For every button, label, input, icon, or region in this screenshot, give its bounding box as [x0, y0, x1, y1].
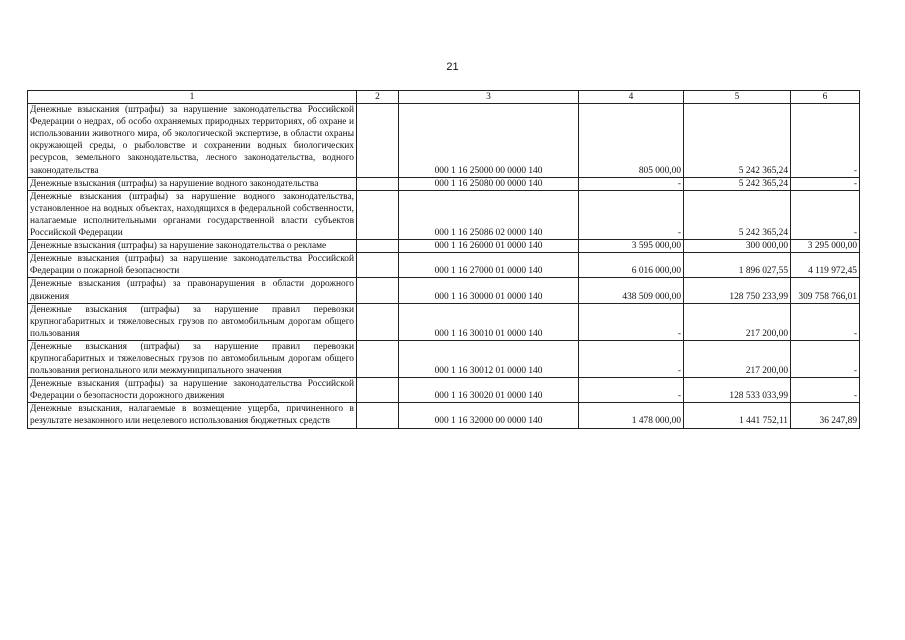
- column-header: 4: [579, 91, 684, 104]
- row-description: Денежные взыскания (штрафы) за нарушение правил перевозки крупногабаритных и тяжеловесных грузов по автомобильным дорогам общего пользования регионального или межмуниципального значения: [28, 340, 357, 377]
- column-number-row: [28, 91, 860, 104]
- row-col5: 217 200,00: [684, 303, 791, 340]
- row-col4: 1 478 000,00: [579, 403, 684, 428]
- row-description: Денежные взыскания, налагаемые в возмещение ущерба, причиненного в результате незаконного или нецелевого использования бюджетных средств: [28, 403, 357, 428]
- row-col4: 805 000,00: [579, 104, 684, 178]
- row-col4: -: [579, 378, 684, 403]
- row-budget-code: 000 1 16 27000 01 0000 140: [399, 253, 579, 278]
- row-col2: [357, 253, 399, 278]
- row-col5: 300 000,00: [684, 240, 791, 253]
- row-description: Денежные взыскания (штрафы) за нарушение водного законодательства, установленное на водных объектах, находящихся в федеральной собственности, налагаемые исполнительными органами государственной власти субъектов Российской Федерации: [28, 190, 357, 239]
- revenue-table: [27, 90, 860, 429]
- column-header: 5: [684, 91, 791, 104]
- table-row: [28, 403, 860, 428]
- column-header: 2: [357, 91, 399, 104]
- row-description: Денежные взыскания (штрафы) за нарушение законодательства Российской Федерации о пожарной безопасности: [28, 253, 357, 278]
- row-budget-code: 000 1 16 25086 02 0000 140: [399, 190, 579, 239]
- row-col2: [357, 403, 399, 428]
- row-budget-code: 000 1 16 30012 01 0000 140: [399, 340, 579, 377]
- row-col2: [357, 240, 399, 253]
- row-budget-code: 000 1 16 25000 00 0000 140: [399, 104, 579, 178]
- row-col5: 5 242 365,24: [684, 190, 791, 239]
- row-col5: 1 896 027,55: [684, 253, 791, 278]
- row-col2: [357, 340, 399, 377]
- row-col4: -: [579, 340, 684, 377]
- table-row: [28, 177, 860, 190]
- row-col6: -: [791, 190, 860, 239]
- row-description: Денежные взыскания (штрафы) за нарушение законодательства Российской Федерации о недрах, об особо охраняемых природных территориях, об охране и использовании животного мира, об экологической экспертизе, в области охраны окружающей среды, о рыболовстве и сохранении водных биологических ресурсов, земельного законодательства, лесного законодательства, водного законодательства: [28, 104, 357, 178]
- row-col6: -: [791, 177, 860, 190]
- row-description: Денежные взыскания (штрафы) за нарушение законодательства о рекламе: [28, 240, 357, 253]
- row-col2: [357, 378, 399, 403]
- row-description: Денежные взыскания (штрафы) за нарушение водного законодательства: [28, 177, 357, 190]
- row-col4: -: [579, 303, 684, 340]
- table-row: [28, 340, 860, 377]
- row-col2: [357, 104, 399, 178]
- row-col5: 1 441 752,11: [684, 403, 791, 428]
- row-col2: [357, 278, 399, 303]
- row-description: Денежные взыскания (штрафы) за нарушение законодательства Российской Федерации о безопасности дорожного движения: [28, 378, 357, 403]
- row-budget-code: 000 1 16 30010 01 0000 140: [399, 303, 579, 340]
- column-header: 3: [399, 91, 579, 104]
- page-number: 21: [446, 61, 459, 73]
- row-col6: 309 758 766,01: [791, 278, 860, 303]
- row-col2: [357, 303, 399, 340]
- row-description: Денежные взыскания (штрафы) за нарушение правил перевозки крупногабаритных и тяжеловесных грузов по автомобильным дорогам общего пользования: [28, 303, 357, 340]
- row-col5: 128 750 233,99: [684, 278, 791, 303]
- column-header: 6: [791, 91, 860, 104]
- row-budget-code: 000 1 16 30000 01 0000 140: [399, 278, 579, 303]
- table-row: [28, 240, 860, 253]
- row-col2: [357, 177, 399, 190]
- row-col6: -: [791, 104, 860, 178]
- row-col5: 217 200,00: [684, 340, 791, 377]
- row-col4: 6 016 000,00: [579, 253, 684, 278]
- row-col6: 3 295 000,00: [791, 240, 860, 253]
- row-col6: -: [791, 303, 860, 340]
- row-col4: -: [579, 177, 684, 190]
- table-row: [28, 278, 860, 303]
- row-budget-code: 000 1 16 26000 01 0000 140: [399, 240, 579, 253]
- row-col5: 128 533 033,99: [684, 378, 791, 403]
- row-description: Денежные взыскания (штрафы) за правонарушения в области дорожного движения: [28, 278, 357, 303]
- row-col5: 5 242 365,24: [684, 177, 791, 190]
- row-budget-code: 000 1 16 32000 00 0000 140: [399, 403, 579, 428]
- row-col6: 36 247,89: [791, 403, 860, 428]
- row-col4: 438 509 000,00: [579, 278, 684, 303]
- row-col6: 4 119 972,45: [791, 253, 860, 278]
- row-col4: 3 595 000,00: [579, 240, 684, 253]
- row-col2: [357, 190, 399, 239]
- row-col5: 5 242 365,24: [684, 104, 791, 178]
- table-row: [28, 253, 860, 278]
- table-row: [28, 104, 860, 178]
- row-budget-code: 000 1 16 30020 01 0000 140: [399, 378, 579, 403]
- row-col6: -: [791, 340, 860, 377]
- table-row: [28, 303, 860, 340]
- table-row: [28, 190, 860, 239]
- row-col6: -: [791, 378, 860, 403]
- row-budget-code: 000 1 16 25080 00 0000 140: [399, 177, 579, 190]
- column-header: 1: [28, 91, 357, 104]
- table-row: [28, 378, 860, 403]
- row-col4: -: [579, 190, 684, 239]
